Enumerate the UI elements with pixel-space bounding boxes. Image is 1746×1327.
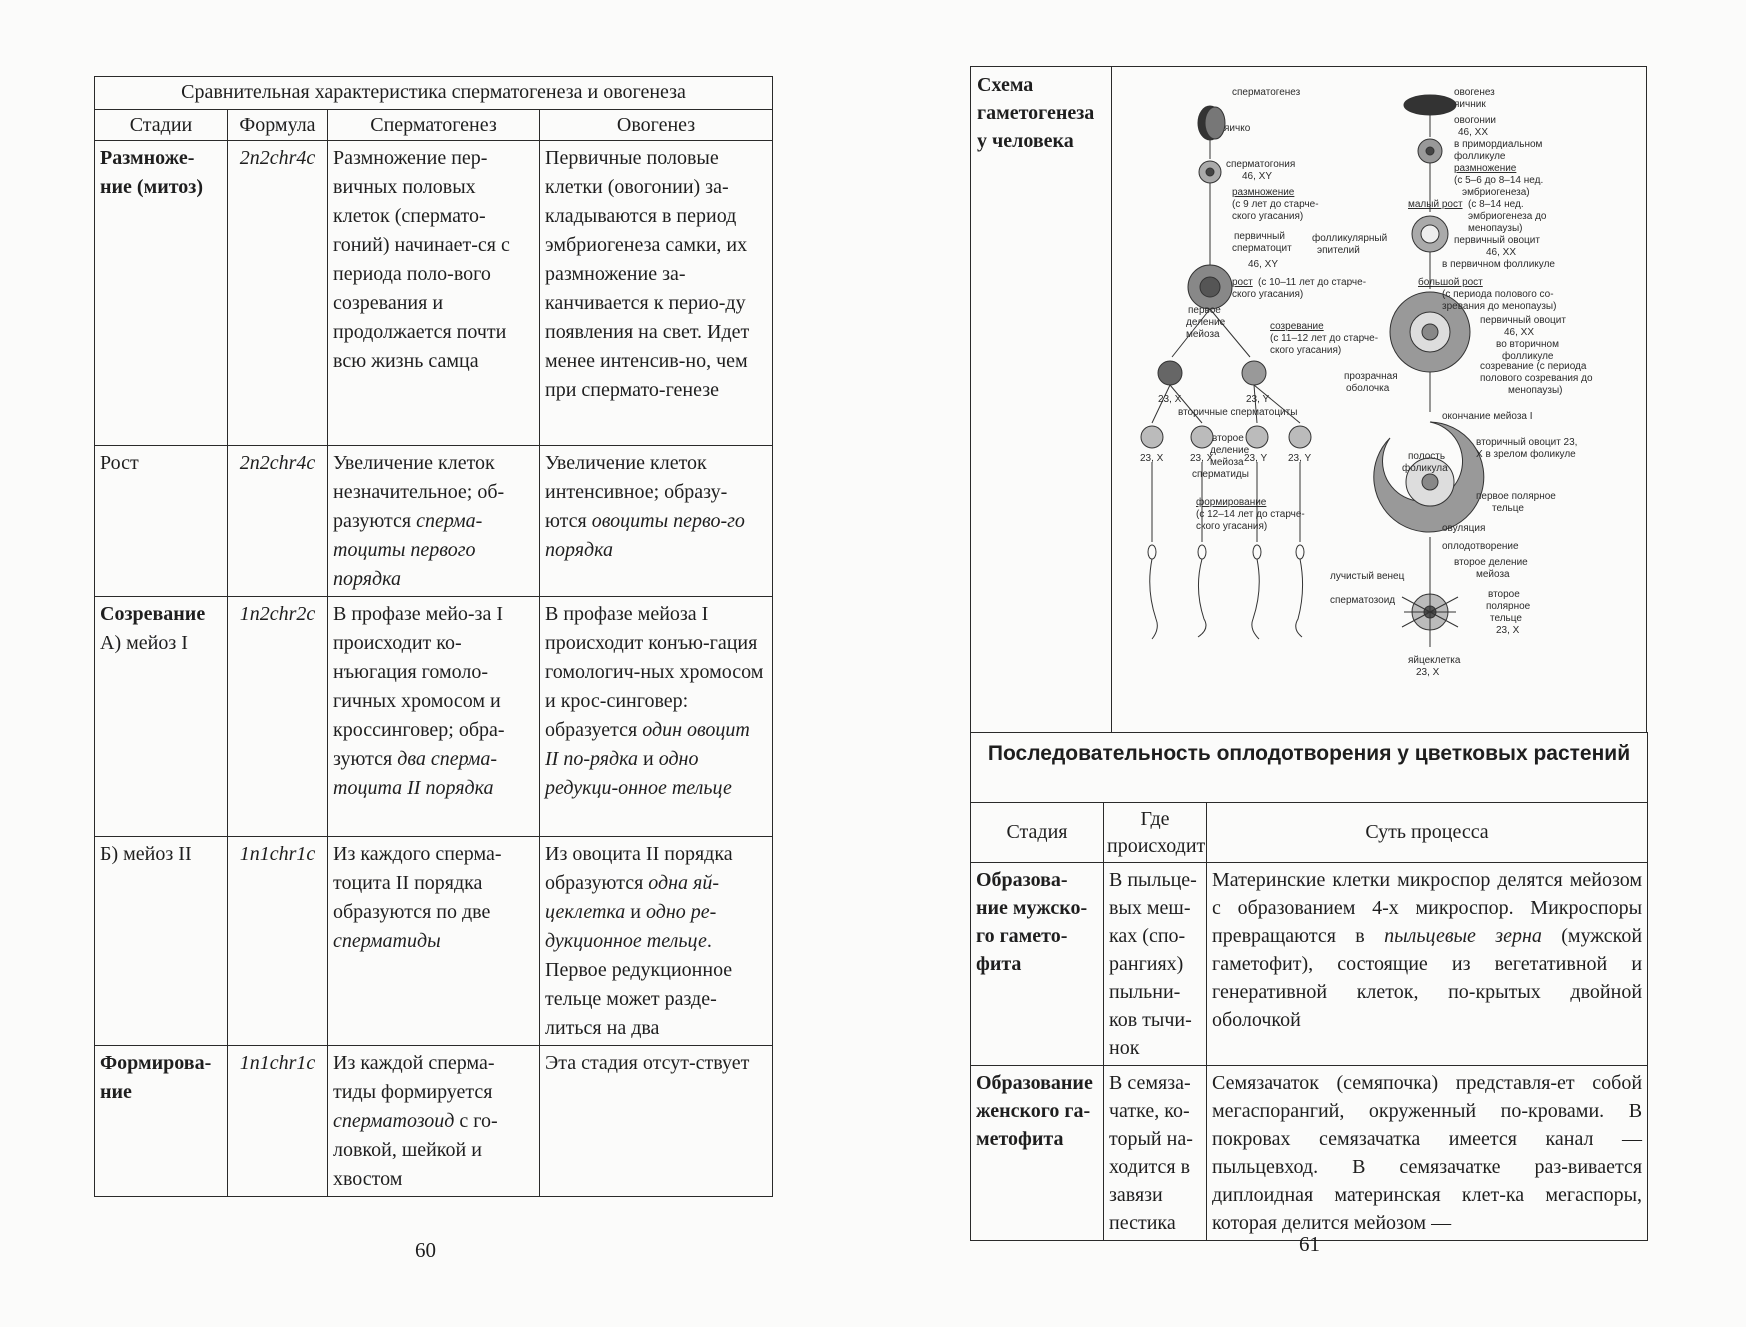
label-secondary-oocyte-2: X в зрелом фоликуле [1476,449,1576,460]
label-second-division-o: второе деление [1454,557,1528,568]
spermatogenesis-cell [328,597,540,837]
fert-essence-cell: Семязачаток (семяпочка) представля-ет собой мегаспорангий, окруженный по-кровами. В покровах семязачатка имеется канал — пыльцевход. В семязачатке раз-вивается диплоидная материнская клет-ка мегаспоры, которая делится мейозом — [1207,1066,1648,1241]
gametogenesis-diagram [1112,67,1657,731]
label-46xx-2: 46, XX [1486,247,1517,258]
formula-cell: 2n2chr4c [228,446,328,597]
label-secondary-oocyte: вторичный овоцит 23, [1476,437,1578,448]
label-reproduction-o: размножение [1454,163,1517,174]
spermatids-term: сперматиды [333,930,441,952]
label-23y-s1: 23, Y [1244,453,1268,464]
table-row [95,141,773,446]
oogenesis-cell [540,837,773,1046]
label-from-puberty: (с периода полового со- [1442,289,1554,300]
scheme-title: Схема гаметогенеза у человека [971,67,1112,733]
label-in-primary-follicle: в первичном фолликуле [1442,259,1555,270]
spermatid-cell [1141,426,1163,448]
fertilization-table [970,732,1648,1241]
label-primary: первичный [1234,231,1285,242]
gametogenesis-scheme [970,66,1647,733]
label-growth: рост [1232,277,1253,288]
label-spermatogenesis: сперматогенез [1232,87,1301,98]
label-division: деление [1186,317,1226,328]
header-essence: Суть процесса [1207,803,1648,863]
comparison-table [94,76,773,1197]
label-polar-1: первое полярное [1476,491,1556,502]
pollen-term: пыльцевые зерна [1384,925,1542,947]
spermatogenesis-growth-text: Увеличение клеток незначительное; об-разуются [333,452,505,532]
stage-cell: Формирова-ние [95,1046,228,1197]
label-spermatozoon: сперматозоид [1330,595,1396,606]
fert-essence-cell [1207,863,1648,1066]
label-meiosis-end: окончание мейоза I [1442,411,1533,422]
label-second: второе [1212,433,1244,444]
formation-text1: Из каждой сперма-тиды формируется [333,1052,495,1103]
spermatid-cell [1289,426,1311,448]
page-number: 61 [1299,1232,1320,1256]
stage-cell: Рост [95,446,228,597]
label-cavity-2: фоликула [1402,463,1448,474]
label-spermatogonia: сперматогония [1226,159,1296,170]
label-polar-2b: полярное [1486,601,1531,612]
and-text: и [638,748,659,770]
spermatogenesis-branch [1141,106,1311,639]
meiosis2-oo-text2: и [625,901,646,923]
label-ovary: яичник [1454,99,1486,110]
label-in-vesicular: во вторичном [1496,339,1559,350]
label-follicular: фолликулярный [1312,233,1388,244]
label-corona: лучистый венец [1330,571,1405,582]
label-meiosis: мейоза [1186,329,1220,340]
label-46xx: 46, XX [1458,127,1489,138]
spermatogenesis-cell [328,1046,540,1197]
male-gametophyte-text1: Материнские клетки микроспор делятся мейозом с образованием 4-х микроспор. Микроспоры превращаются в [1212,869,1643,947]
stage-cell [95,597,228,837]
meiosis2-sperm-text: Из каждого сперма-тоцита II порядка образуются по две [333,843,502,923]
label-division-2: деление [1210,445,1250,456]
label-reproduction: размножение [1232,187,1295,198]
label-maturation-o: созревание (с периода [1480,361,1587,372]
label-spermatocyte: сперматоцит [1232,243,1292,254]
label-23x-polar: 23, X [1496,625,1520,636]
oocytes-term: овоциты перво-го порядка [545,510,745,561]
oogenesis-cell [540,597,773,837]
label-23x-s1: 23, X [1140,453,1164,464]
label-polar-1b: тельце [1492,503,1524,514]
fert-where-cell: В семяза-чатке, ко-торый на-ходится в завязи пестика [1104,1066,1207,1241]
formula-cell: 1n2chr2c [228,597,328,837]
label-embryogenesis: эмбриогенеза) [1462,187,1530,198]
label-spermatids: сперматиды [1192,469,1249,480]
label-maturation: созревание [1270,321,1324,332]
label-23x-egg: 23, X [1416,667,1440,678]
reduction-body-term: одно ре-дукционное тельце [545,901,717,952]
table-row [95,837,773,1046]
label-meiosis-2: мейоза [1210,457,1244,468]
spermatogenesis-cell [328,446,540,597]
fert-where-cell: В пыльце-вых меш-ках (спо-рангиях) пыльни-ков тычи-нок [1104,863,1207,1066]
label-from-11: (с 11–12 лет до старче- [1270,333,1379,344]
table-row [95,1046,773,1197]
label-primary-oocyte: первичный овоцит [1454,235,1540,246]
label-23x-s2: 23, X [1190,453,1214,464]
label-epithelium: эпителий [1317,245,1360,256]
label-follicle-2: фолликуле [1502,351,1554,362]
secondary-spermatocyte-cell [1158,361,1182,385]
label-from-10: (с 10–11 лет до старче- [1258,277,1367,288]
label-cavity: полость [1408,451,1446,462]
label-aging-4: ского угасания) [1196,521,1268,532]
spermatogenesis-cell: Размножение пер-вичных половых клеток (спермато-гоний) начинает-ся с периода поло-вого созревания и продолжается почти всю жизнь самца [328,141,540,446]
label-zona: прозрачная [1344,371,1398,382]
label-46xy-2: 46, XY [1248,259,1279,270]
header-where: Где происходит [1104,803,1207,863]
label-aging-2: ского угасания) [1232,289,1304,300]
label-23x: 23, X [1158,394,1182,405]
right-page [873,0,1746,1327]
table-row [95,597,773,837]
header-formula: Формула [228,110,328,141]
label-second-division-o2: мейоза [1476,569,1510,580]
meiosis1-oo-text: В профазе мейоза I происходит конъю-гация гомологич-ных хромосом и крос-синговер: образуется [545,603,764,741]
label-maturation-o2: полового созревания до [1480,373,1593,384]
fertilization-title: Последовательность оплодотворения у цветковых растений [971,733,1648,803]
spermatocytes-term: сперма-тоциты первого порядка [333,510,483,590]
ovary-drawing [1404,95,1456,115]
label-weeks-6-14: (с 8–14 нед. [1468,199,1524,210]
label-secondary-spermatocytes: вторичные сперматоциты [1178,407,1298,418]
table-caption: Сравнительная характеристика сперматогенеза и овогенеза [95,77,773,110]
label-egg: яйцеклетка [1408,655,1461,666]
label-first: первое [1188,305,1221,316]
label-from-9: (с 9 лет до старче- [1232,199,1319,210]
label-formation: формирование [1196,497,1267,508]
label-embryo-menopause: эмбриогенеза до [1468,211,1547,222]
formula-cell: 2n2chr4c [228,141,328,446]
formation-text2: с го-ловкой, шейкой и хвостом [333,1110,498,1190]
label-big-growth: большой рост [1418,277,1483,288]
testis-drawing [1205,107,1225,139]
label-menopause: менопаузы) [1468,223,1523,234]
header-oogenesis: Овогенез [540,110,773,141]
spermatid-cell [1246,426,1268,448]
label-small-growth: малый рост [1408,199,1463,210]
page-number: 60 [415,1238,436,1262]
label-polar-2: второе [1488,589,1520,600]
label-ovulation: овуляция [1442,523,1486,534]
label-primordial: в примордиальном [1454,139,1543,150]
egg-term: одна яй-цеклетка [545,872,720,923]
label-aging-3: ского угасания) [1270,345,1342,356]
spermatozoa-drawings [1148,545,1304,639]
fert-stage-cell: Образова-ние мужско-го гамето-фита [971,863,1104,1066]
formula-cell: 1n1chr1c [228,1046,328,1197]
label-fertilization: оплодотворение [1442,541,1519,552]
label-23y: 23, Y [1246,394,1270,405]
label-to-menopause: зревания до менопаузы) [1442,301,1557,312]
label-zona-2: оболочка [1346,383,1390,394]
stage-cell: Размноже-ние (митоз) [95,141,228,446]
label-testis: яичко [1224,123,1251,134]
stage-meiosis-1: А) мейоз I [100,632,188,654]
meiosis1-sperm-text: В профазе мейо-за I происходит ко-нъюгация гомоло-гичных хромосом и кроссинговер; обра-зуются [333,603,505,770]
oogenesis-cell: Первичные половые клетки (овогонии) за-кладываются в период эмбриогенеза самки, их размножение за-канчивается к перио-ду появления на свет. Идет менее интенсив-но, чем при спермато-генезе [540,141,773,446]
label-follicle: фолликуле [1454,151,1506,162]
label-maturation-o3: менопаузы) [1508,385,1563,396]
label-primary-oocyte-2: первичный овоцит [1480,315,1566,326]
formula-cell: 1n1chr1c [228,837,328,1046]
label-23y-s2: 23, Y [1288,453,1312,464]
one-oocyte-term: один овоцит II по-рядка [545,719,750,770]
secondary-spermatocyte-cell [1242,361,1266,385]
two-spermatocytes-term: два сперма-тоцита II порядка [333,748,498,799]
polar-body-term: одно редукци-онное тельце [545,748,732,799]
header-spermatogenesis: Сперматогенез [328,110,540,141]
oogenesis-cell: Эта стадия отсут-ствует [540,1046,773,1197]
table-row [95,446,773,597]
spermatogenesis-cell [328,837,540,1046]
label-aging: ского угасания) [1232,211,1304,222]
table-row [971,1066,1648,1241]
table-row [971,863,1648,1066]
spermatozoon-term: сперматозоид [333,1110,455,1132]
meiosis2-oo-text3: . Первое редукционное тельце может разде-литься на два [545,930,733,1039]
label-46xy: 46, XY [1242,171,1273,182]
fert-stage-cell: Образование женского га-метофита [971,1066,1104,1241]
label-from-12: (с 12–14 лет до старче- [1196,509,1305,520]
label-weeks-5-6: (с 5–6 до 8–14 нед. [1454,175,1544,186]
stage-maturation: Созревание [100,603,206,625]
label-oogonia: овогонии [1454,115,1497,126]
oogenesis-growth-text: Увеличение клеток интенсивное; образу-ются [545,452,728,532]
label-polar-2c: тельце [1490,613,1522,624]
male-gametophyte-text2: (мужской гаметофит), состоящие из вегетативной и генеративной клеток, по-крытых двойной оболочкой [1212,925,1643,1031]
label-46xx-3: 46, XX [1504,327,1535,338]
scheme-figure [1112,67,1647,733]
stage-cell: Б) мейоз II [95,837,228,1046]
label-oogenesis: овогенез [1454,87,1495,98]
oogenesis-cell [540,446,773,597]
meiosis2-oo-text1: Из овоцита II порядка образуются [545,843,733,894]
header-stages: Стадии [95,110,228,141]
header-stage: Стадия [971,803,1104,863]
